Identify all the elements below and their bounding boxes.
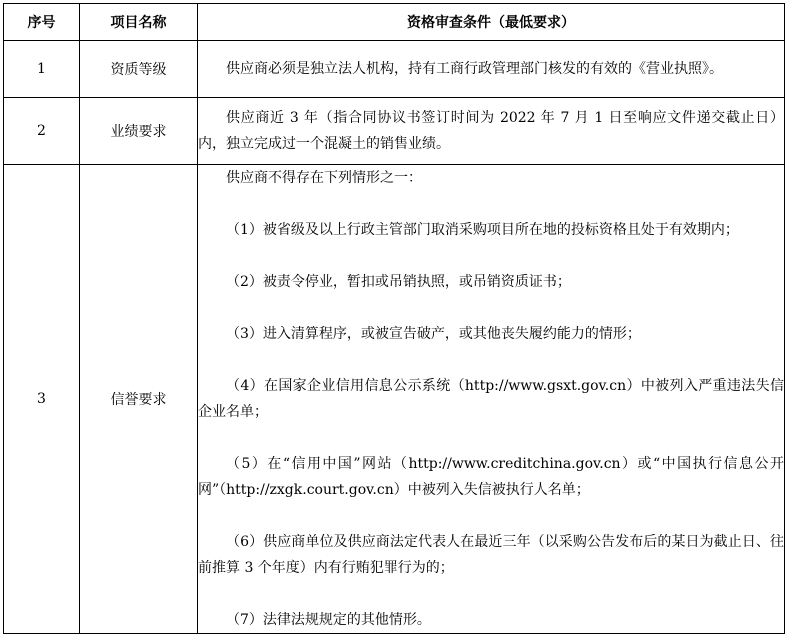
row-item: 资质等级 (80, 41, 198, 98)
condition-item-1: （1）被省级及以上行政主管部门取消采购项目所在地的投标资格且处于有效期内； (226, 222, 739, 238)
table-row (4, 98, 785, 165)
condition-text: 供应商必须是独立法人机构，持有工商行政管理部门核发的有效的《营业执照》。 (226, 61, 723, 77)
table-row (4, 41, 785, 98)
condition-item-7: （7）法律法规规定的其他情形。 (226, 612, 431, 628)
row-number: 3 (4, 165, 80, 634)
row-conditions (198, 165, 785, 634)
row-number: 1 (4, 41, 80, 98)
header-conditions: 资格审查条件（最低要求） (198, 4, 785, 41)
condition-item-2: （2）被责令停业，暂扣或吊销执照，或吊销资质证书； (226, 274, 571, 290)
row-item: 信誉要求 (80, 165, 198, 634)
condition-item-6: （6）供应商单位及供应商法定代表人在最近三年（以采购公告发布后的某日为截止日、往前推算 3 个年度）内有行贿犯罪行为的； (198, 534, 784, 576)
row-conditions (198, 41, 785, 98)
condition-item-3: （3）进入清算程序，或被宣告破产，或其他丧失履约能力的情形； (226, 326, 641, 342)
header-row (4, 4, 785, 41)
header-item: 项目名称 (80, 4, 198, 41)
condition-text: 供应商近 3 年（指合同协议书签订时间为 2022 年 7 月 1 日至响应文件递交截止日）内，独立完成过一个混凝土的销售业绩。 (198, 110, 784, 152)
header-seq: 序号 (4, 4, 80, 41)
condition-item-4: （4）在国家企业信用信息公示系统（http://www.gsxt.gov.cn）中被列入严重违法失信企业名单； (198, 378, 784, 420)
qualification-table (3, 3, 785, 634)
row-number: 2 (4, 98, 80, 165)
row-conditions (198, 98, 785, 165)
row-item: 业绩要求 (80, 98, 198, 165)
condition-item-5: （5）在“信用中国”网站（http://www.creditchina.gov.cn）或“中国执行信息公开网”（http://zxgk.court.gov.cn）中被列入失信被执行人名单； (198, 456, 784, 498)
table-row (4, 165, 785, 634)
condition-intro: 供应商不得存在下列情形之一： (226, 170, 422, 186)
